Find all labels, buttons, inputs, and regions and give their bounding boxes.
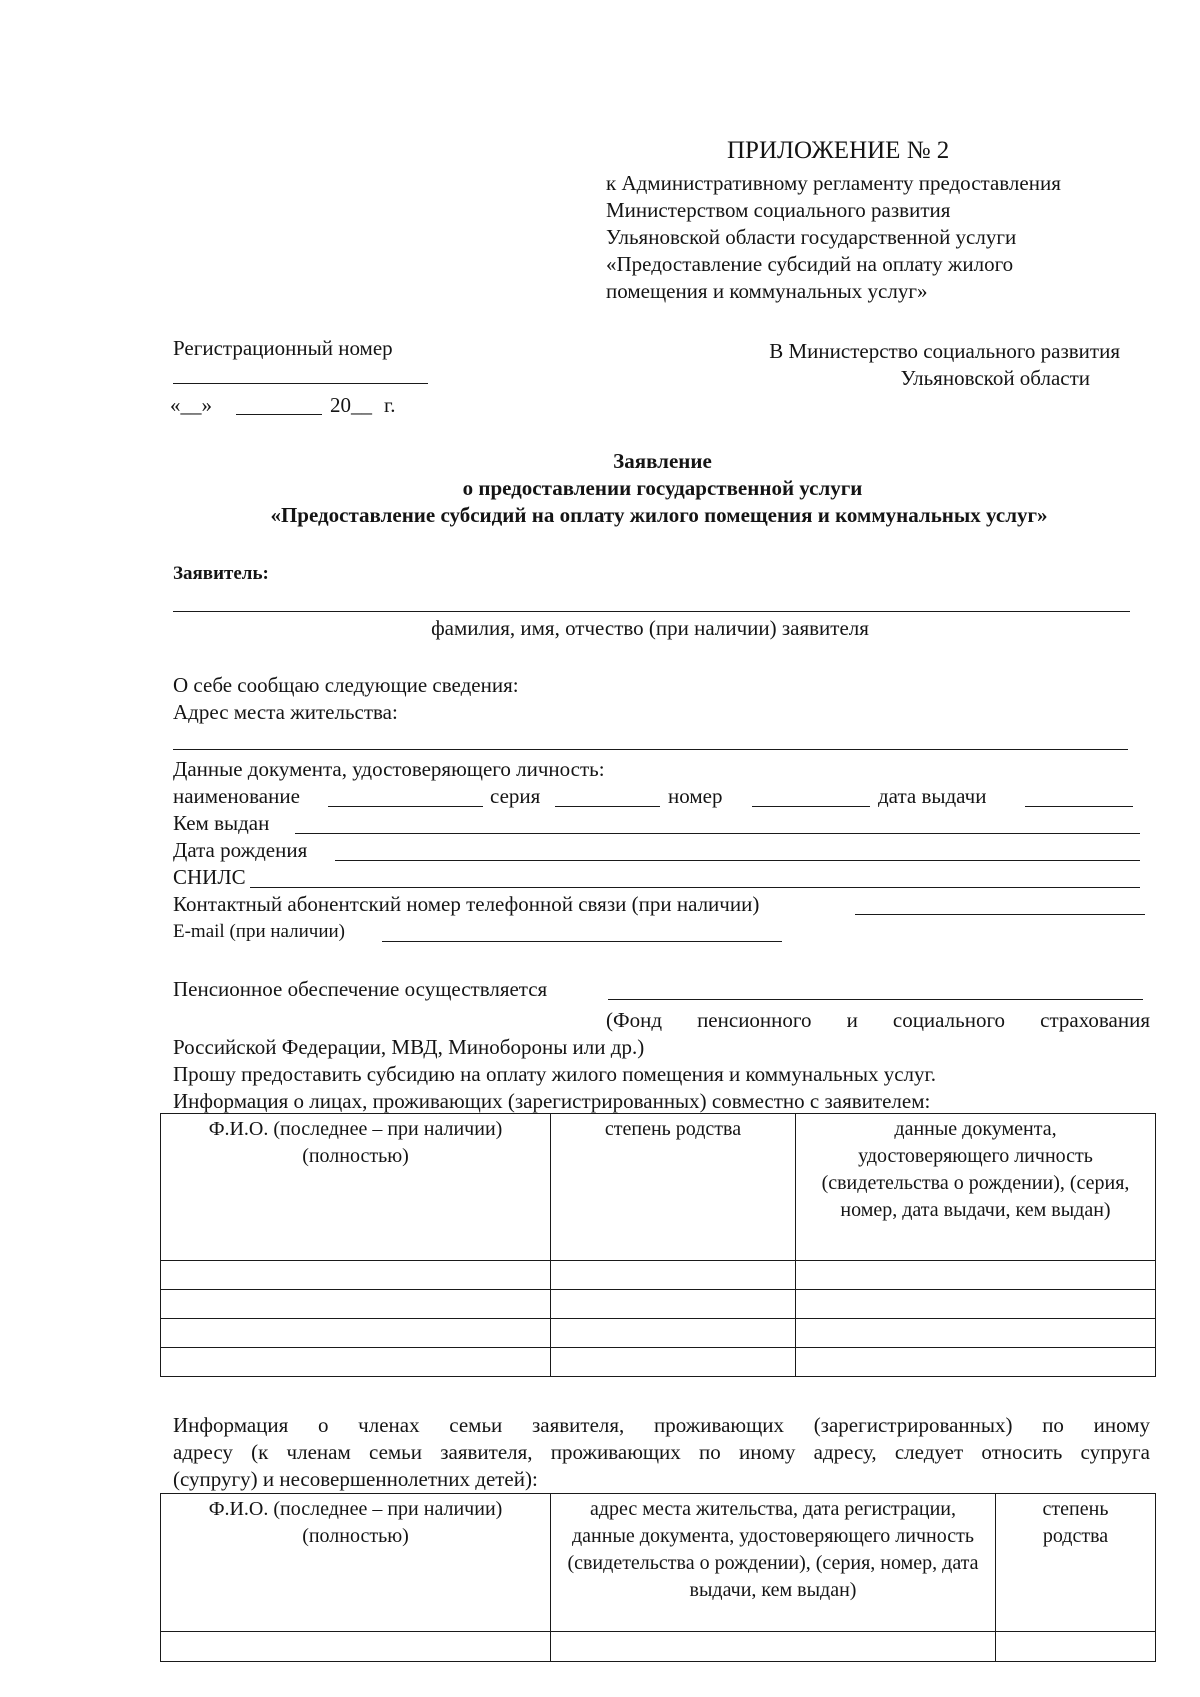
address-field[interactable]	[173, 749, 1128, 750]
applicant-name-caption: фамилия, имя, отчество (при наличии) заявителя	[431, 616, 869, 640]
issued-by-field[interactable]	[295, 833, 1140, 834]
appendix-title: ПРИЛОЖЕНИЕ № 2	[727, 137, 950, 164]
service-name: «Предоставление субсидий на оплату жилого помещения и коммунальных услуг»	[270, 503, 1048, 527]
table-row	[161, 1632, 1156, 1662]
id-issue-date-label: дата выдачи	[878, 784, 987, 808]
pension-label: Пенсионное обеспечение осуществляется	[173, 977, 548, 1001]
email-field[interactable]	[382, 941, 782, 942]
registration-number-field[interactable]	[173, 383, 428, 384]
family-intro-line-3: (супругу) и несовершеннолетних детей):	[173, 1467, 538, 1491]
applicant-name-field[interactable]	[173, 611, 1130, 612]
appendix-ref-line-5: помещения и коммунальных услуг»	[606, 279, 928, 303]
addressee-line-2: Ульяновской области	[900, 366, 1090, 390]
pension-field[interactable]	[608, 999, 1143, 1000]
document-subtitle: о предоставлении государственной услуги	[462, 476, 863, 500]
personal-info-intro: О себе сообщаю следующие сведения:	[173, 673, 519, 697]
registration-date-day: «__»	[170, 393, 212, 417]
address-label: Адрес места жительства:	[173, 700, 398, 724]
appendix-ref-line-2: Министерством социального развития	[606, 198, 951, 222]
addressee-line-1: В Министерство социального развития	[769, 339, 1120, 363]
table-cell[interactable]	[796, 1348, 1156, 1377]
phone-field[interactable]	[855, 914, 1145, 915]
table-cell[interactable]	[161, 1319, 551, 1348]
table-cell[interactable]	[796, 1290, 1156, 1319]
id-series-label: серия	[490, 784, 541, 808]
subsidy-request-text: Прошу предоставить субсидию на оплату жилого помещения и коммунальных услуг.	[173, 1062, 937, 1086]
pension-hint-line-1: (Фонд пенсионного и социального страхования	[606, 1008, 1150, 1032]
table-cell[interactable]	[996, 1632, 1156, 1662]
table-cell[interactable]	[551, 1348, 796, 1377]
table-cell[interactable]	[796, 1261, 1156, 1290]
birth-date-field[interactable]	[335, 860, 1140, 861]
column-header-id-document: данные документа, удостоверяющего личность (свидетельства о рождении), (серия, номер, дата выдачи, кем выдан)	[796, 1114, 1156, 1261]
registration-date-year-suffix: г.	[384, 393, 396, 417]
family-intro-line-1: Информация о членах семьи заявителя, проживающих (зарегистрированных) по иному	[173, 1413, 1150, 1437]
issued-by-label: Кем выдан	[173, 811, 270, 835]
snils-field[interactable]	[250, 887, 1140, 888]
document-title: Заявление	[613, 449, 712, 473]
appendix-ref-line-3: Ульяновской области государственной услуги	[606, 225, 1017, 249]
table-cell[interactable]	[551, 1261, 796, 1290]
table-cell[interactable]	[161, 1632, 551, 1662]
table-cell[interactable]	[551, 1290, 796, 1319]
cohabitants-table	[160, 1113, 1156, 1377]
family-members-table-header	[161, 1494, 1156, 1632]
appendix-ref-line-4: «Предоставление субсидий на оплату жилого	[606, 252, 1014, 276]
registration-number-label: Регистрационный номер	[173, 336, 393, 360]
table-row	[161, 1319, 1156, 1348]
column-header-full-name: Ф.И.О. (последнее – при наличии) (полностью)	[161, 1494, 551, 1632]
id-document-label: Данные документа, удостоверяющего личность:	[173, 757, 605, 781]
id-issue-date-field[interactable]	[1025, 806, 1133, 807]
id-number-field[interactable]	[752, 806, 870, 807]
id-series-field[interactable]	[555, 806, 660, 807]
column-header-relationship: степень родства	[551, 1114, 796, 1261]
id-name-field[interactable]	[328, 806, 483, 807]
registration-date-year: 20__	[330, 393, 372, 417]
registration-date-month-field[interactable]	[236, 414, 322, 415]
pension-hint-line-2: Российской Федерации, МВД, Минобороны или др.)	[173, 1035, 645, 1059]
family-members-table	[160, 1493, 1156, 1662]
birth-date-label: Дата рождения	[173, 838, 308, 862]
table-cell[interactable]	[796, 1319, 1156, 1348]
column-header-relationship: степень родства	[996, 1494, 1156, 1632]
table-cell[interactable]	[161, 1348, 551, 1377]
table-cell[interactable]	[161, 1261, 551, 1290]
applicant-label: Заявитель:	[173, 563, 269, 584]
id-number-label: номер	[668, 784, 723, 808]
table-cell[interactable]	[161, 1290, 551, 1319]
table-row	[161, 1290, 1156, 1319]
table-row	[161, 1261, 1156, 1290]
id-name-label: наименование	[173, 784, 300, 808]
phone-label: Контактный абонентский номер телефонной связи (при наличии)	[173, 892, 760, 916]
table-cell[interactable]	[551, 1632, 996, 1662]
table-row	[161, 1348, 1156, 1377]
column-header-address-and-document: адрес места жительства, дата регистрации, данные документа, удостоверяющего личность (свидетельства о рождении), (серия, номер, дата выдачи, кем выдан)	[551, 1494, 996, 1632]
family-intro-line-2: адресу (к членам семьи заявителя, проживающих по иному адресу, следует относить супруга	[173, 1440, 1150, 1464]
cohabitants-intro: Информация о лицах, проживающих (зарегистрированных) совместно с заявителем:	[173, 1089, 931, 1113]
column-header-full-name: Ф.И.О. (последнее – при наличии) (полностью)	[161, 1114, 551, 1261]
cohabitants-table-header	[161, 1114, 1156, 1261]
table-cell[interactable]	[551, 1319, 796, 1348]
email-label: E-mail (при наличии)	[173, 921, 346, 942]
snils-label: СНИЛС	[173, 865, 246, 889]
appendix-ref-line-1: к Административному регламенту предоставления	[606, 171, 1061, 195]
